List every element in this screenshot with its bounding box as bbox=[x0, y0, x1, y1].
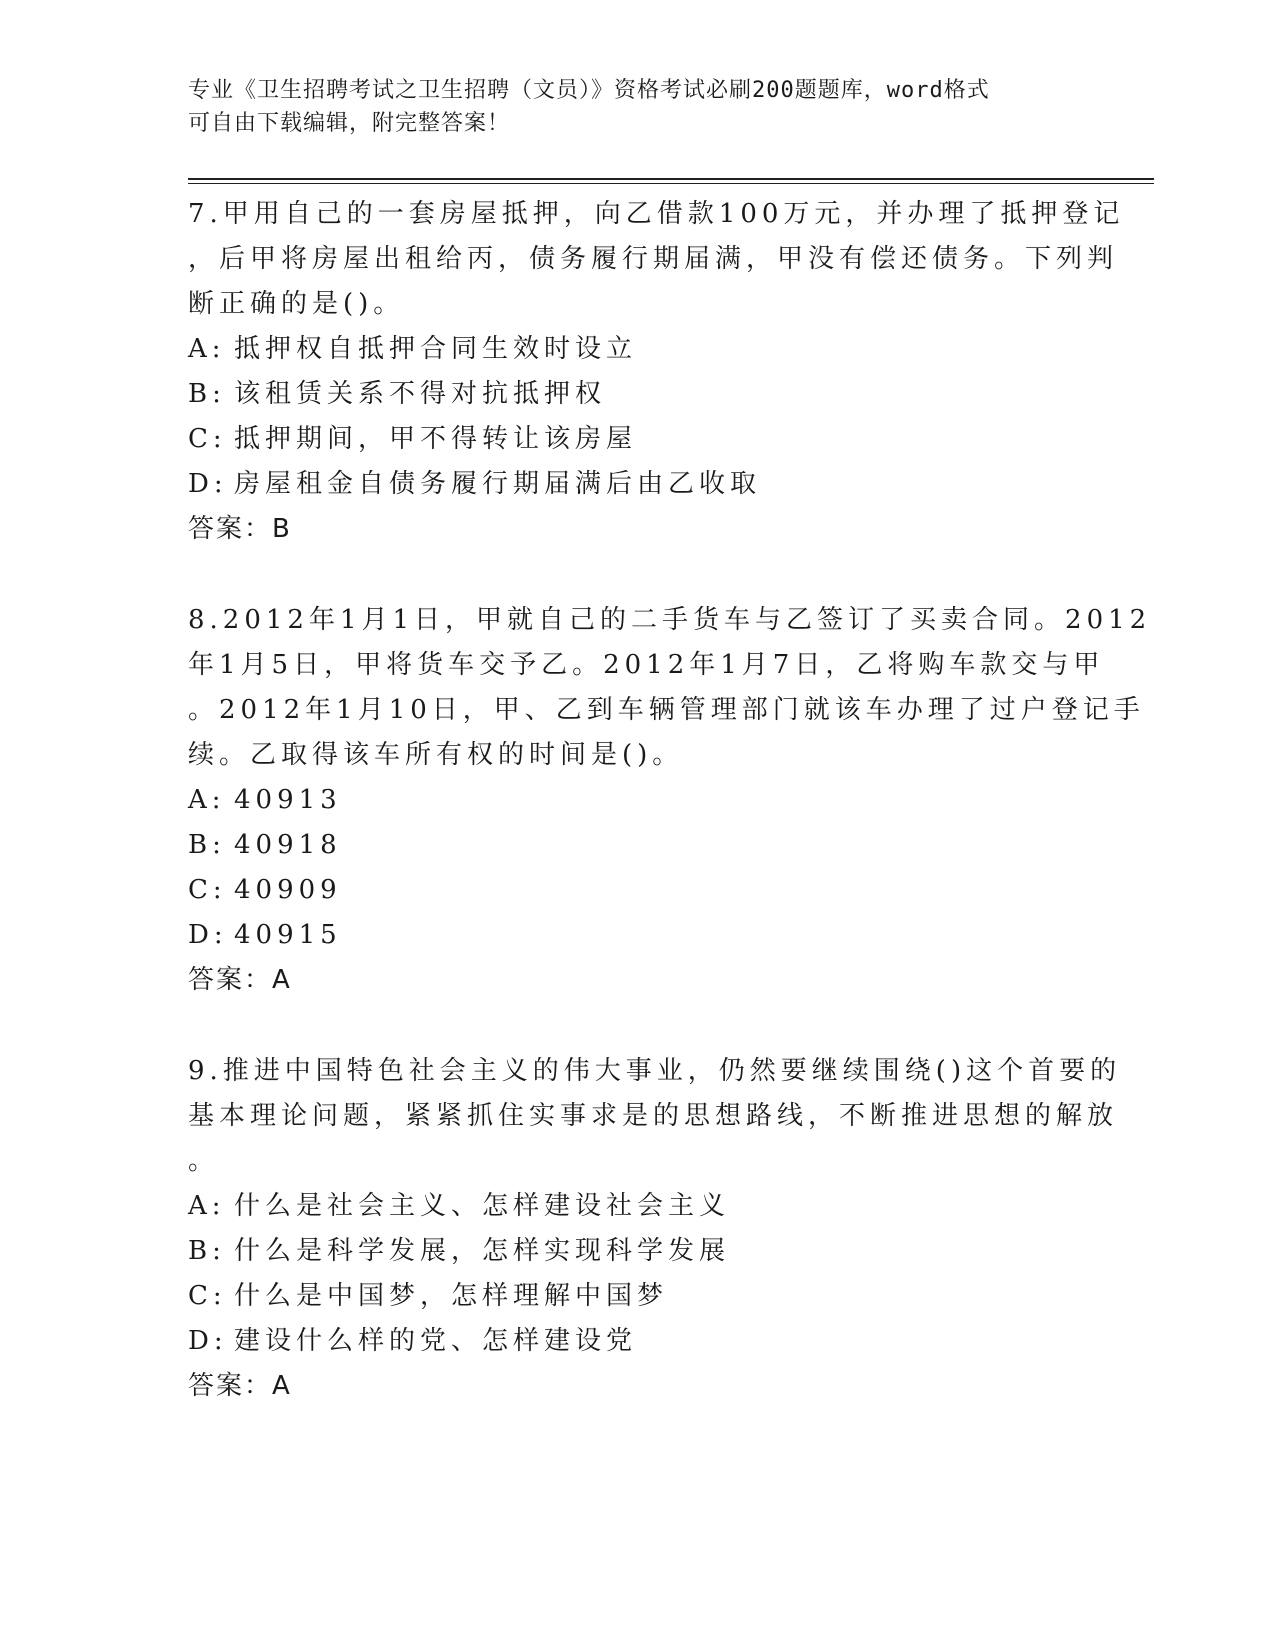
option-key: A: bbox=[188, 785, 226, 815]
option-text: 什么是社会主义、怎样建设社会主义 bbox=[234, 1191, 731, 1221]
question-block bbox=[188, 598, 1152, 1003]
header-divider-thin bbox=[188, 183, 1154, 184]
question-text: 7.甲用自己的一套房屋抵押，向乙借款100万元，并办理了抵押登记 bbox=[188, 199, 1125, 229]
question-text: 8.2012年1月1日，甲就自己的二手货车与乙签订了买卖合同。2012 bbox=[188, 605, 1152, 635]
answer-label: 答案：B bbox=[188, 514, 292, 544]
question-spacer bbox=[188, 1003, 1088, 1049]
option-key: C: bbox=[188, 424, 227, 454]
document-header bbox=[188, 74, 1088, 140]
question-text: 年1月5日，甲将货车交予乙。2012年1月7日，乙将购车款交与甲 bbox=[188, 650, 1105, 680]
option-text: 什么是中国梦，怎样理解中国梦 bbox=[234, 1281, 669, 1311]
option-text: 什么是科学发展，怎样实现科学发展 bbox=[234, 1236, 731, 1266]
option-b bbox=[188, 823, 1088, 868]
question-text: 续。乙取得该车所有权的时间是()。 bbox=[188, 740, 684, 770]
question-text: ，后甲将房屋出租给丙，债务履行期届满，甲没有偿还债务。下列判 bbox=[188, 244, 1119, 274]
option-c bbox=[188, 417, 1088, 462]
option-text: 抵押权自抵押合同生效时设立 bbox=[234, 334, 638, 364]
question-block bbox=[188, 192, 1125, 552]
option-text: 建设什么样的党、怎样建设党 bbox=[234, 1326, 638, 1356]
header-line: 专业《卫生招聘考试之卫生招聘（文员）》资格考试必刷200题题库，word格式 bbox=[188, 78, 990, 103]
question-text: 。2012年1月10日，甲、乙到车辆管理部门就该车办理了过户登记手 bbox=[188, 695, 1145, 725]
answer-label: 答案：A bbox=[188, 965, 292, 995]
option-d bbox=[188, 1319, 1088, 1364]
option-key: B: bbox=[188, 830, 226, 860]
option-key: D: bbox=[188, 1326, 228, 1356]
question-list bbox=[188, 192, 1152, 1409]
option-a bbox=[188, 1184, 1088, 1229]
option-text: 40918 bbox=[234, 830, 342, 860]
option-a bbox=[188, 327, 1088, 372]
header-line: 可自由下载编辑，附完整答案！ bbox=[188, 111, 511, 136]
option-key: B: bbox=[188, 1236, 226, 1266]
option-text: 该租赁关系不得对抗抵押权 bbox=[234, 379, 607, 409]
option-c bbox=[188, 868, 1088, 913]
question-block bbox=[188, 1049, 1122, 1409]
option-a bbox=[188, 778, 1088, 823]
question-text: 基本理论问题，紧紧抓住实事求是的思想路线，不断推进思想的解放 bbox=[188, 1101, 1119, 1131]
option-d bbox=[188, 913, 1088, 958]
option-text: 40913 bbox=[234, 785, 342, 815]
option-key: C: bbox=[188, 875, 227, 905]
option-key: A: bbox=[188, 334, 226, 364]
option-c bbox=[188, 1274, 1088, 1319]
option-text: 40909 bbox=[234, 875, 342, 905]
question-text: 断正确的是()。 bbox=[188, 289, 405, 319]
question-text: 9.推进中国特色社会主义的伟大事业，仍然要继续围绕()这个首要的 bbox=[188, 1056, 1122, 1086]
question-text: 。 bbox=[188, 1146, 220, 1176]
option-b bbox=[188, 372, 1088, 417]
header-divider bbox=[188, 178, 1154, 180]
answer-label: 答案：A bbox=[188, 1371, 292, 1401]
option-b bbox=[188, 1229, 1088, 1274]
option-key: D: bbox=[188, 920, 228, 950]
option-text: 40915 bbox=[234, 920, 342, 950]
option-text: 抵押期间，甲不得转让该房屋 bbox=[234, 424, 638, 454]
option-key: C: bbox=[188, 1281, 227, 1311]
option-text: 房屋租金自债务履行期届满后由乙收取 bbox=[234, 469, 762, 499]
option-d bbox=[188, 462, 1088, 507]
option-key: D: bbox=[188, 469, 228, 499]
option-key: B: bbox=[188, 379, 226, 409]
question-spacer bbox=[188, 552, 1088, 598]
option-key: A: bbox=[188, 1191, 226, 1221]
